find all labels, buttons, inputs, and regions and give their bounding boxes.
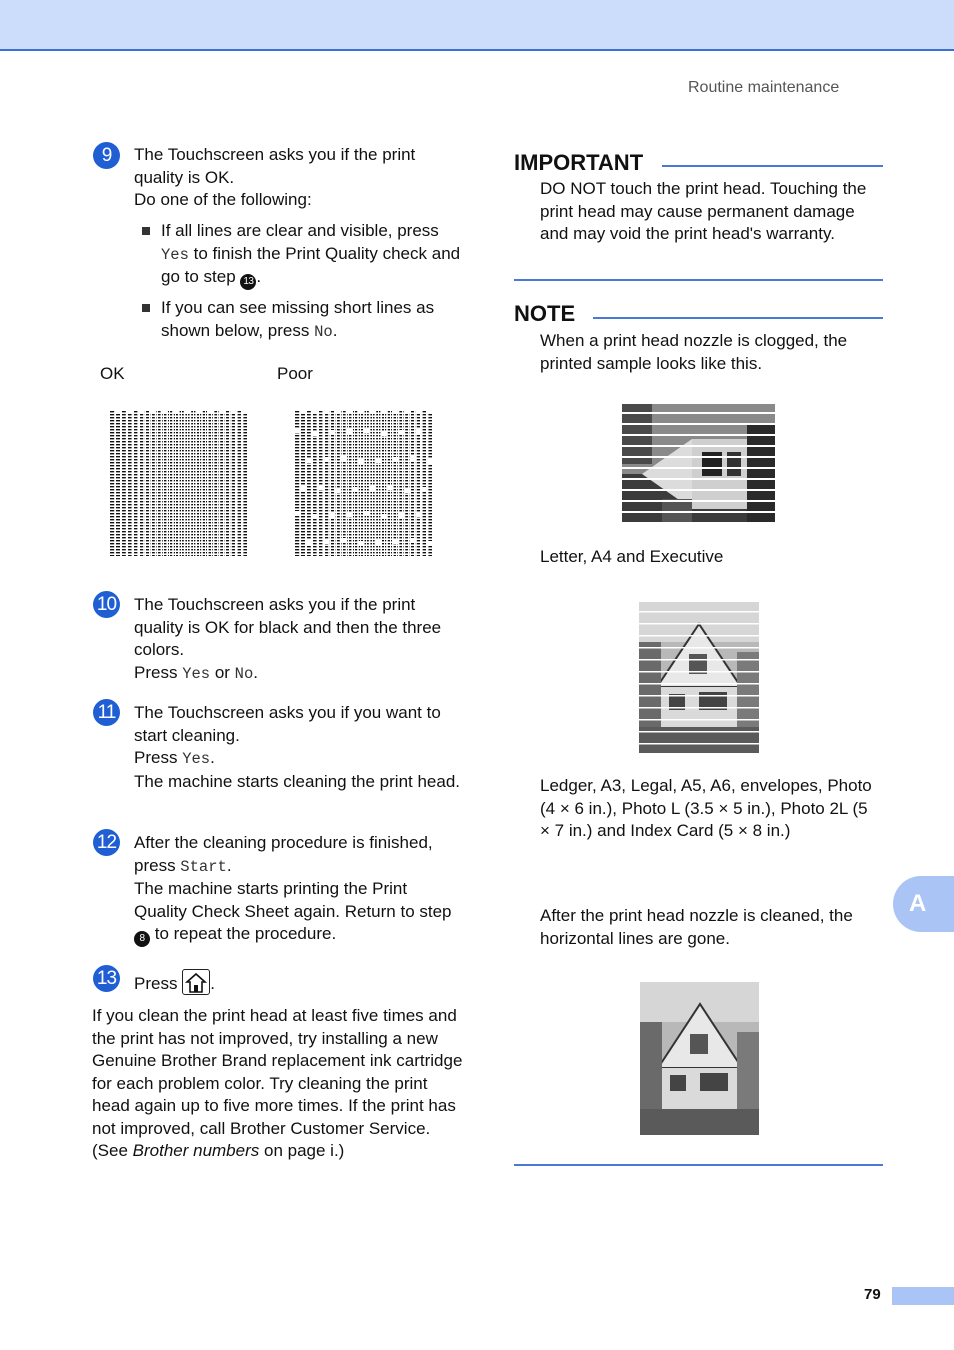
clogged-sample-portrait-image: [639, 602, 759, 753]
note-text-2: After the print head nozzle is cleaned, the horizontal lines are gone.: [540, 906, 853, 948]
step-9-bullet-1: If all lines are clear and visible, press Yes to finish the Print Quality check and go to step 13 .: [161, 220, 466, 290]
step-9-bullet-2: If you can see missing short lines as shown below, press No.: [161, 298, 435, 341]
clogged-sample-landscape-image: [622, 404, 775, 522]
caption-letter-a4: Letter, A4 and Executive: [540, 547, 724, 566]
label-poor: Poor: [277, 364, 313, 383]
chapter-tab: A: [893, 876, 954, 932]
step-ref-13: 13: [240, 274, 256, 290]
important-bottom-rule: [514, 279, 883, 281]
important-heading: IMPORTANT: [514, 150, 644, 175]
page-number: 79: [864, 1286, 881, 1303]
note-bottom-rule: [514, 1164, 883, 1166]
step-9-line1: The Touchscreen asks you if the print quality is OK.: [134, 145, 416, 187]
step-10-badge: 10: [93, 591, 120, 618]
closing-paragraph: If you clean the print head at least five times and the print has not improved, try installing a new Genuine Brother Brand replacement ink cartridge for each problem color. Try cleaning the print head again up to five more times. If the print has not improved, call Brother Customer Service. (See Brother numbers on page i.): [92, 1006, 463, 1160]
clean-sample-image: [640, 982, 759, 1135]
bullet-square: [142, 304, 150, 312]
step-9-text: [134, 144, 464, 212]
bullet-square: [142, 227, 150, 235]
step-ref-8: 8: [134, 931, 150, 947]
label-ok: OK: [100, 364, 125, 383]
step-9-badge: 9: [93, 142, 120, 169]
step-11-badge: 11: [93, 699, 120, 726]
note-text-1: When a print head nozzle is clogged, the printed sample looks like this.: [540, 331, 848, 373]
header-band: [0, 0, 954, 51]
step-12-badge: 12: [93, 829, 120, 856]
poor-test-pattern: [295, 408, 437, 564]
ok-test-pattern: [110, 408, 252, 564]
important-text: DO NOT touch the print head. Touching the print head may cause permanent damage and may void the print head's warranty.: [540, 179, 867, 243]
step-9-line2: Do one of the following:: [134, 190, 312, 209]
step-11-text: The Touchscreen asks you if you want to start cleaning. Press Yes. The machine starts cleaning the print head.: [134, 703, 461, 791]
running-head: Routine maintenance: [688, 79, 840, 96]
note-heading-rule: [593, 317, 883, 319]
step-13-badge: 13: [93, 965, 120, 992]
note-heading: NOTE: [514, 301, 576, 326]
step-13-text: Press .: [134, 969, 464, 996]
important-heading-rule: [662, 165, 883, 167]
home-icon: [182, 969, 210, 995]
step-10-text: The Touchscreen asks you if the print quality is OK for black and then the three colors. Press Yes or No.: [134, 595, 442, 683]
page-number-bar: [892, 1287, 954, 1305]
caption-ledger-a3: Ledger, A3, Legal, A5, A6, envelopes, Photo (4 × 6 in.), Photo L (3.5 × 5 in.), Photo 2L (5 × 7 in.) and Index Card (5 × 8 in.): [540, 776, 872, 840]
step-12-text: After the cleaning procedure is finished, press Start. The machine starts printing the Print Quality Check Sheet again. Return to step 8 to repeat the procedure.: [134, 832, 464, 947]
